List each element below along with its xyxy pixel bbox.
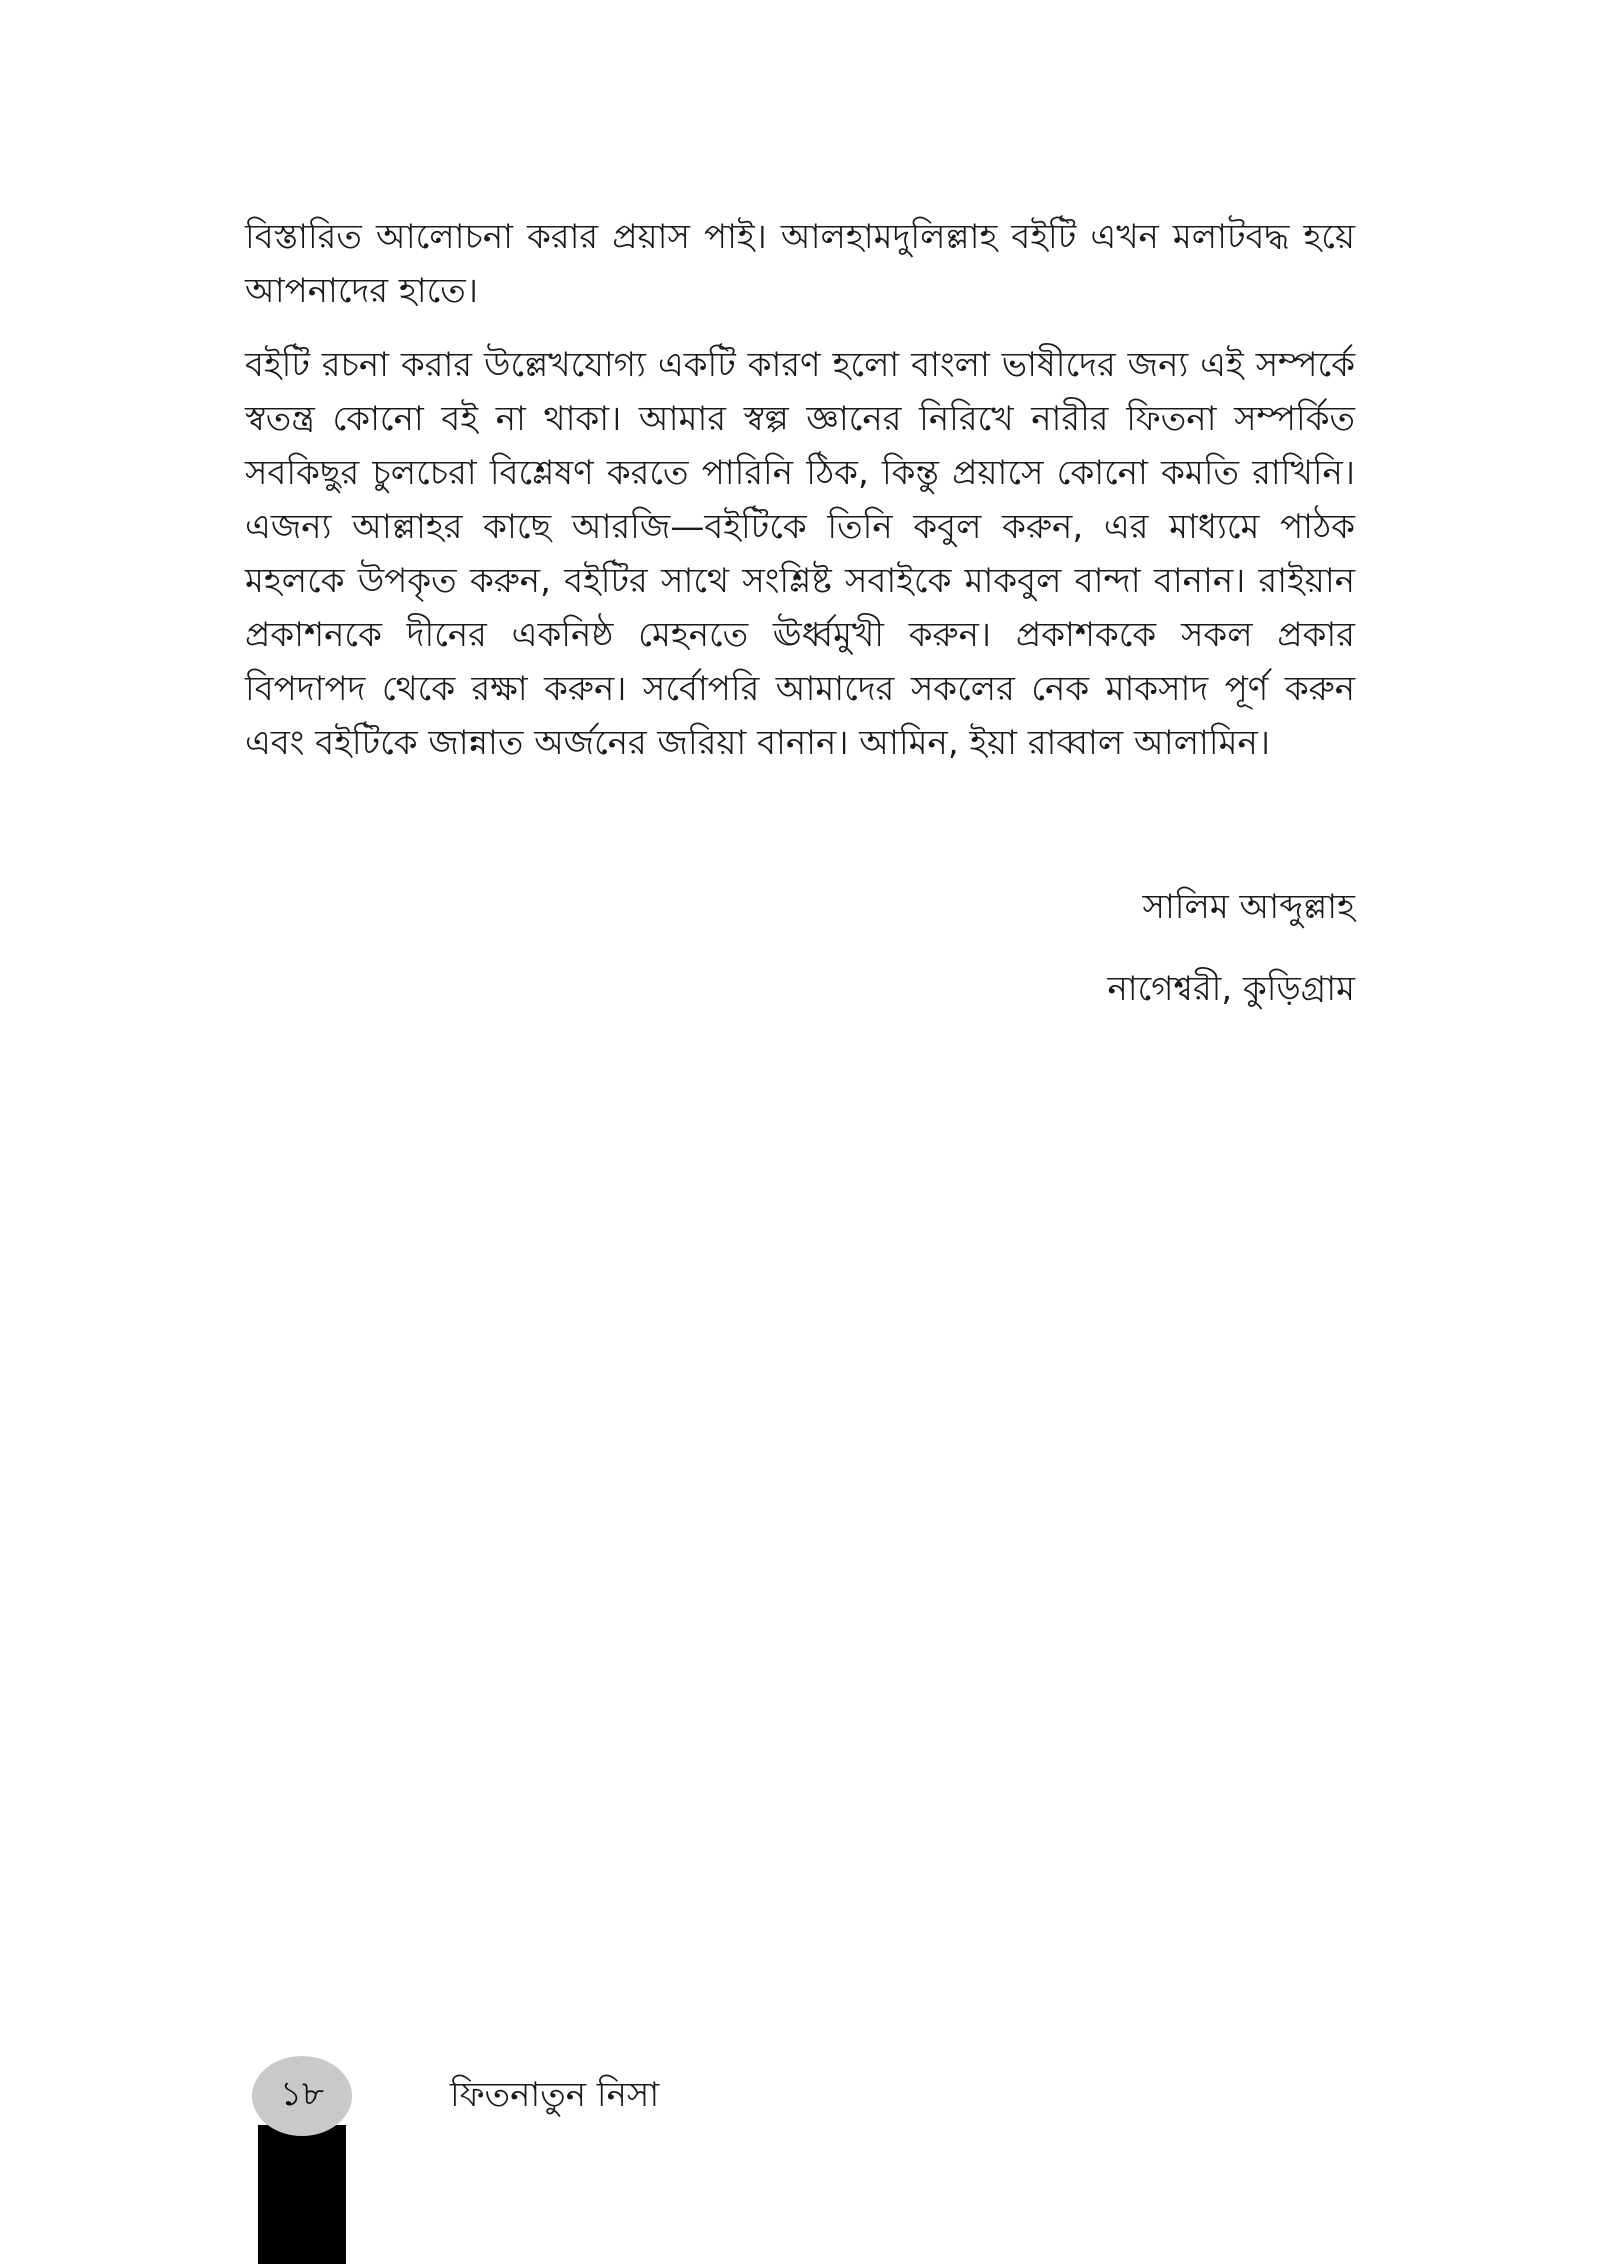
paragraph-2: বইটি রচনা করার উল্লেখযোগ্য একটি কারণ হলো বাংলা ভাষীদের জন্য এই সম্পর্কে স্বতন্ত্র কোনো বই না থাকা। আমার স্বল্প জ্ঞানের নিরিখে নারীর ফিতনা সম্পর্কিত সবকিছুর চুলচেরা বিশ্লেষণ করতে পারিনি ঠিক, কিন্তু প্রয়াসে কোনো কমতি রাখিনি। এজন্য আল্লাহর কাছে আরজি—বইটিকে তিনি কবুল করুন, এর মাধ্যমে পাঠক মহলকে উপকৃত করুন, বইটির সাথে সংশ্লিষ্ট সবাইকে মাকবুল বান্দা বানান। রাইয়ান প্রকাশনকে দীনের একনিষ্ঠ মেহনতে ঊর্ধ্বমুখী করুন। প্রকাশককে সকল প্রকার বিপদাপদ থেকে রক্ষা করুন। সর্বোপরি আমাদের সকলের নেক মাকসাদ পূর্ণ করুন এবং বইটিকে জান্নাত অর্জনের জরিয়া বানান। আমিন, ইয়া রাব্বাল আলামিন। <box>245 345 1355 763</box>
footer-tab <box>258 2125 346 2264</box>
running-title: ফিতনাতুন নিসা <box>450 2075 660 2115</box>
signature-block <box>1107 880 1355 1044</box>
page-number: ১৮ <box>279 2073 325 2114</box>
page-number-badge <box>252 2056 352 2136</box>
author-location: নাগেশ্বরী, কুড়িগ্রাম <box>1107 969 1355 1009</box>
author-name: সালিম আব্দুল্লাহ <box>1142 887 1355 927</box>
paragraph-1: বিস্তারিত আলোচনা করার প্রয়াস পাই। আলহামদুলিল্লাহ বইটি এখন মলাটবদ্ধ হয়ে আপনাদের হাতে। <box>245 217 1355 311</box>
body-text <box>245 210 1355 790</box>
